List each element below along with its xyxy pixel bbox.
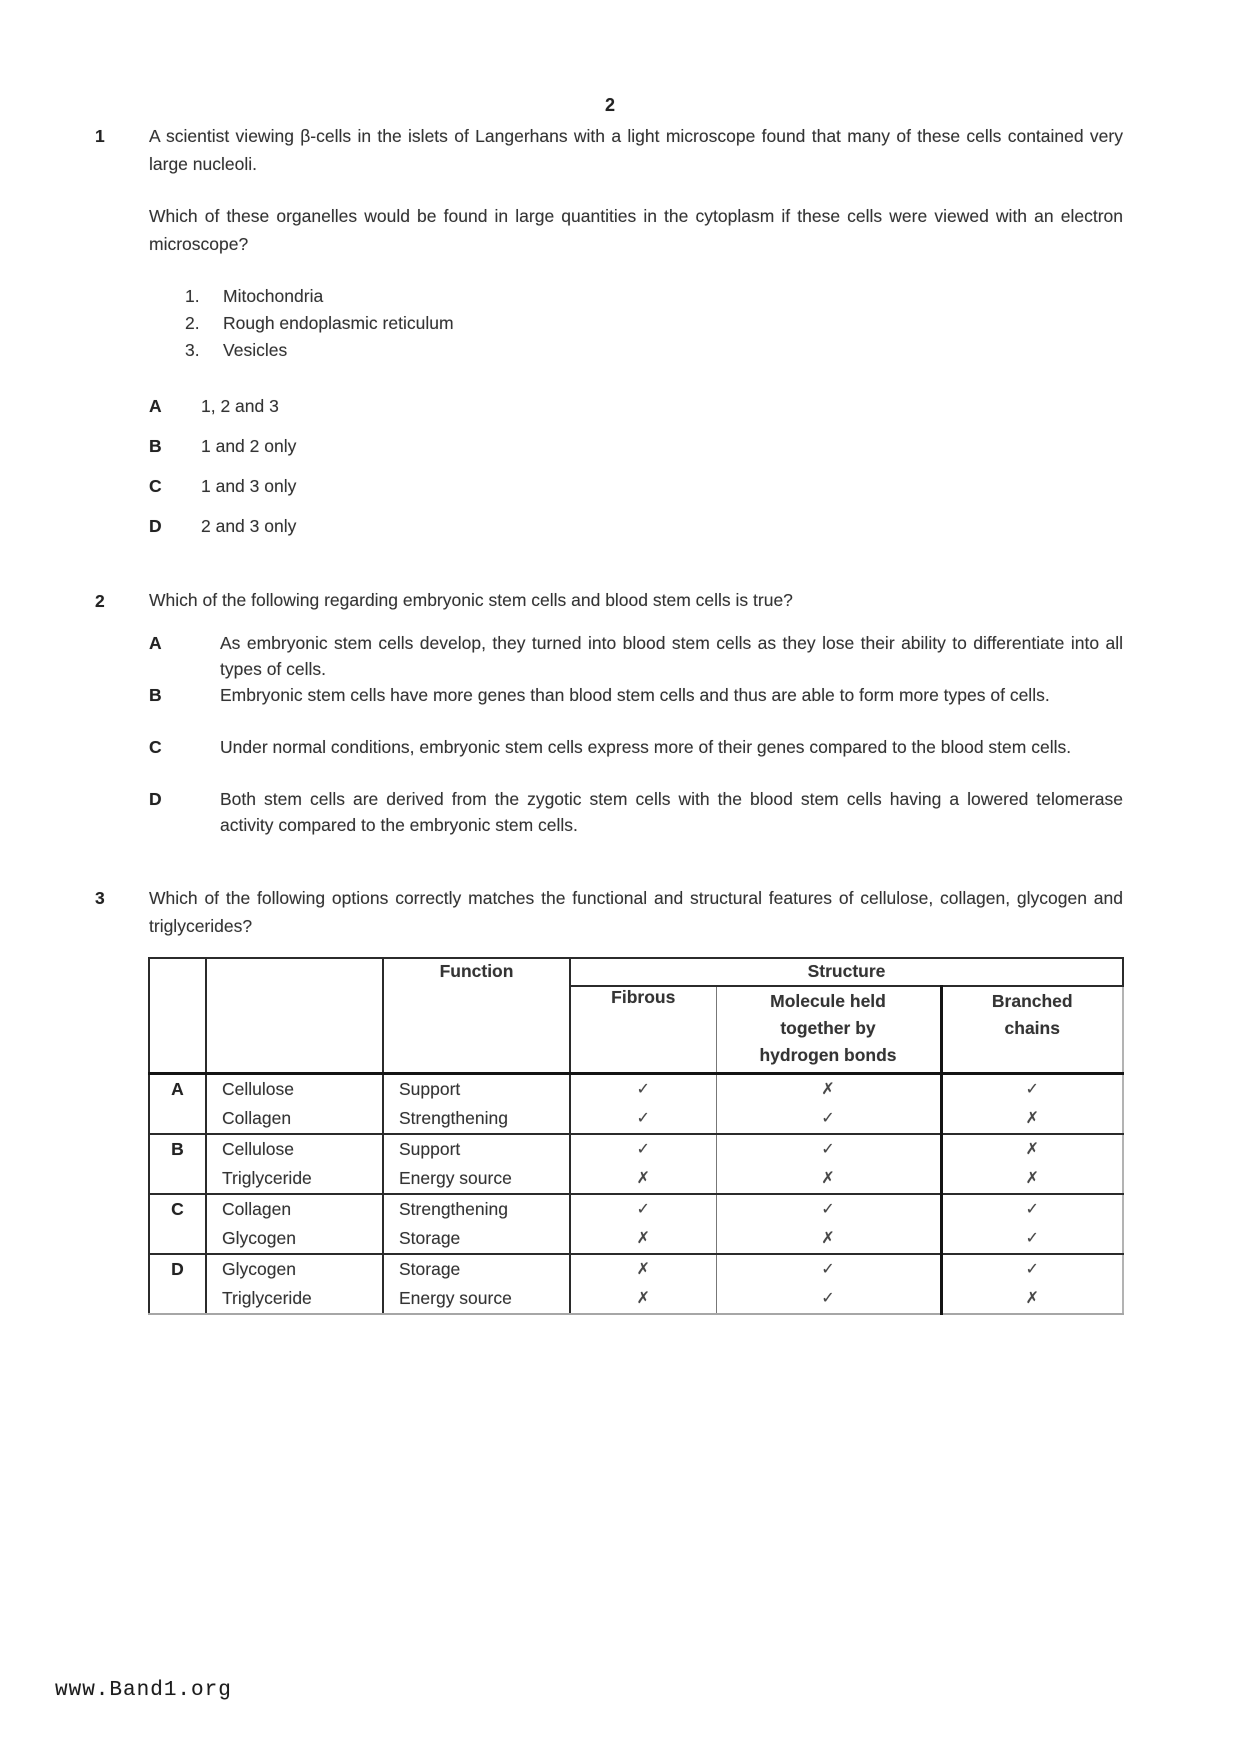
header-cell-empty-letter (149, 958, 206, 1074)
header-cell-fibrous: Fibrous (570, 986, 716, 1074)
branched-mark: ✗ (1025, 1110, 1039, 1127)
substance-name: Collagen (222, 1108, 292, 1128)
row-letter: D (149, 1254, 206, 1314)
option-text: 1 and 2 only (201, 436, 297, 456)
option-text: 2 and 3 only (201, 516, 297, 536)
hydrogen-mark: ✓ (821, 1141, 835, 1158)
branched-mark: ✗ (1025, 1141, 1039, 1158)
question-3 (95, 884, 1123, 940)
branched-mark: ✓ (1025, 1081, 1039, 1098)
fibrous-cell (570, 1074, 716, 1135)
table-row-c (149, 1194, 1123, 1254)
statement-number: 2. (185, 313, 200, 333)
option-letter: D (149, 789, 162, 809)
option-text: 1, 2 and 3 (201, 396, 279, 416)
features-table (148, 957, 1124, 1315)
hydrogen-mark: ✓ (821, 1110, 835, 1127)
branched-chains-cell (941, 1254, 1123, 1314)
table-row-a (149, 1074, 1123, 1135)
option-letter: A (149, 396, 162, 416)
question-1-number: 1 (95, 126, 105, 146)
fibrous-mark: ✗ (636, 1290, 650, 1307)
fibrous-cell (570, 1134, 716, 1194)
option-letter: C (149, 737, 162, 757)
substance-function: Strengthening (399, 1108, 508, 1128)
fibrous-mark: ✓ (636, 1141, 650, 1158)
option-text: 1 and 3 only (201, 476, 297, 496)
substance-function: Storage (399, 1259, 461, 1279)
substance-function: Energy source (399, 1168, 512, 1188)
hydrogen-mark: ✗ (821, 1081, 835, 1098)
hydrogen-mark: ✓ (821, 1290, 835, 1307)
substance-name: Triglyceride (222, 1168, 312, 1188)
branched-chains-cell (941, 1194, 1123, 1254)
branched-mark: ✗ (1025, 1290, 1039, 1307)
hydrogen-bonds-cell (716, 1194, 941, 1254)
option-letter: B (149, 685, 162, 705)
question-1-statement-list (185, 283, 1123, 364)
page-number: 2 (604, 95, 615, 115)
substance-name: Glycogen (222, 1228, 296, 1248)
footer-url: www.Band1.org (55, 1679, 232, 1702)
substance-function: Support (399, 1139, 461, 1159)
function-cell (383, 1074, 570, 1135)
question-2 (95, 587, 1123, 838)
branched-mark: ✓ (1025, 1201, 1039, 1218)
branched-mark: ✓ (1025, 1261, 1039, 1278)
hydrogen-mark: ✓ (821, 1201, 835, 1218)
option-letter: A (149, 633, 162, 653)
substance-name: Collagen (222, 1199, 292, 1219)
option-row (149, 734, 1123, 786)
function-cell (383, 1254, 570, 1314)
fibrous-cell (570, 1254, 716, 1314)
question-1 (95, 122, 1123, 553)
substance-function: Support (399, 1079, 461, 1099)
question-1-paragraph-1: A scientist viewing β-cells in the islets of Langerhans with a light microscope found that many of these cells contained very large nucleoli. (149, 126, 1123, 174)
hydrogen-bonds-cell (716, 1134, 941, 1194)
option-text: Embryonic stem cells have more genes than blood stem cells and thus are able to form more types of cells. (220, 685, 1050, 705)
substance-cell (206, 1134, 383, 1194)
fibrous-mark: ✗ (636, 1261, 650, 1278)
option-text: Under normal conditions, embryonic stem cells express more of their genes compared to the blood stem cells. (220, 737, 1072, 757)
footer (55, 1679, 232, 1702)
substance-name: Cellulose (222, 1139, 294, 1159)
table-row-d (149, 1254, 1123, 1314)
function-cell (383, 1134, 570, 1194)
option-row (149, 473, 1123, 500)
substance-function: Storage (399, 1228, 461, 1248)
substance-name: Cellulose (222, 1079, 294, 1099)
substance-name: Glycogen (222, 1259, 296, 1279)
option-letter: C (149, 476, 162, 496)
header-cell-empty-substance (206, 958, 383, 1074)
header-cell-hydrogen-bonds: Molecule held together by hydrogen bonds (716, 986, 941, 1074)
option-letter: D (149, 516, 162, 536)
question-1-paragraph-2: Which of these organelles would be found in large quantities in the cytoplasm if these cells were viewed with an electron microscope? (149, 206, 1123, 254)
substance-function: Strengthening (399, 1199, 508, 1219)
row-letter: A (149, 1074, 206, 1135)
fibrous-mark: ✓ (636, 1081, 650, 1098)
branched-chains-cell (941, 1134, 1123, 1194)
fibrous-mark: ✓ (636, 1110, 650, 1127)
table-header-row-1 (149, 958, 1123, 986)
header-cell-branched-chains: Branched chains (941, 986, 1123, 1074)
statement-text: Rough endoplasmic reticulum (223, 313, 454, 333)
hydrogen-bonds-cell (716, 1254, 941, 1314)
question-2-options (149, 630, 1123, 838)
option-row (149, 393, 1123, 420)
fibrous-cell (570, 1194, 716, 1254)
statement-item (185, 283, 1123, 310)
statement-item (185, 337, 1123, 364)
question-3-number: 3 (95, 888, 105, 908)
branched-mark: ✗ (1025, 1170, 1039, 1187)
question-2-number: 2 (95, 591, 105, 611)
row-letter: C (149, 1194, 206, 1254)
option-row (149, 433, 1123, 460)
question-3-text: Which of the following options correctly matches the functional and structural features of cellulose, collagen, glycogen and triglycerides? (149, 888, 1123, 936)
statement-text: Mitochondria (223, 286, 324, 306)
option-row (149, 513, 1123, 540)
hydrogen-bonds-cell (716, 1074, 941, 1135)
option-row (149, 630, 1123, 682)
question-1-options (149, 393, 1123, 540)
fibrous-mark: ✗ (636, 1170, 650, 1187)
substance-cell (206, 1194, 383, 1254)
statement-item (185, 310, 1123, 337)
substance-cell (206, 1254, 383, 1314)
substance-cell (206, 1074, 383, 1135)
substance-function: Energy source (399, 1288, 512, 1308)
row-letter: B (149, 1134, 206, 1194)
branched-chains-cell (941, 1074, 1123, 1135)
question-2-text: Which of the following regarding embryonic stem cells and blood stem cells is true? (149, 590, 793, 610)
statement-text: Vesicles (223, 340, 288, 360)
option-row (149, 682, 1123, 734)
header-cell-structure: Structure (570, 958, 1123, 986)
hydrogen-mark: ✓ (821, 1261, 835, 1278)
function-cell (383, 1194, 570, 1254)
fibrous-mark: ✓ (636, 1201, 650, 1218)
option-text: As embryonic stem cells develop, they turned into blood stem cells as they lose their ability to differentiate into all types of cells. (220, 633, 1123, 679)
substance-name: Triglyceride (222, 1288, 312, 1308)
option-text: Both stem cells are derived from the zygotic stem cells with the blood stem cells having a lowered telomerase activity compared to the embryonic stem cells. (220, 789, 1123, 835)
table-row-b (149, 1134, 1123, 1194)
statement-number: 1. (185, 286, 200, 306)
header-cell-function: Function (383, 958, 570, 1074)
branched-mark: ✓ (1025, 1230, 1039, 1247)
fibrous-mark: ✗ (636, 1230, 650, 1247)
option-row (149, 786, 1123, 838)
hydrogen-mark: ✗ (821, 1230, 835, 1247)
hydrogen-mark: ✗ (821, 1170, 835, 1187)
statement-number: 3. (185, 340, 200, 360)
option-letter: B (149, 436, 162, 456)
